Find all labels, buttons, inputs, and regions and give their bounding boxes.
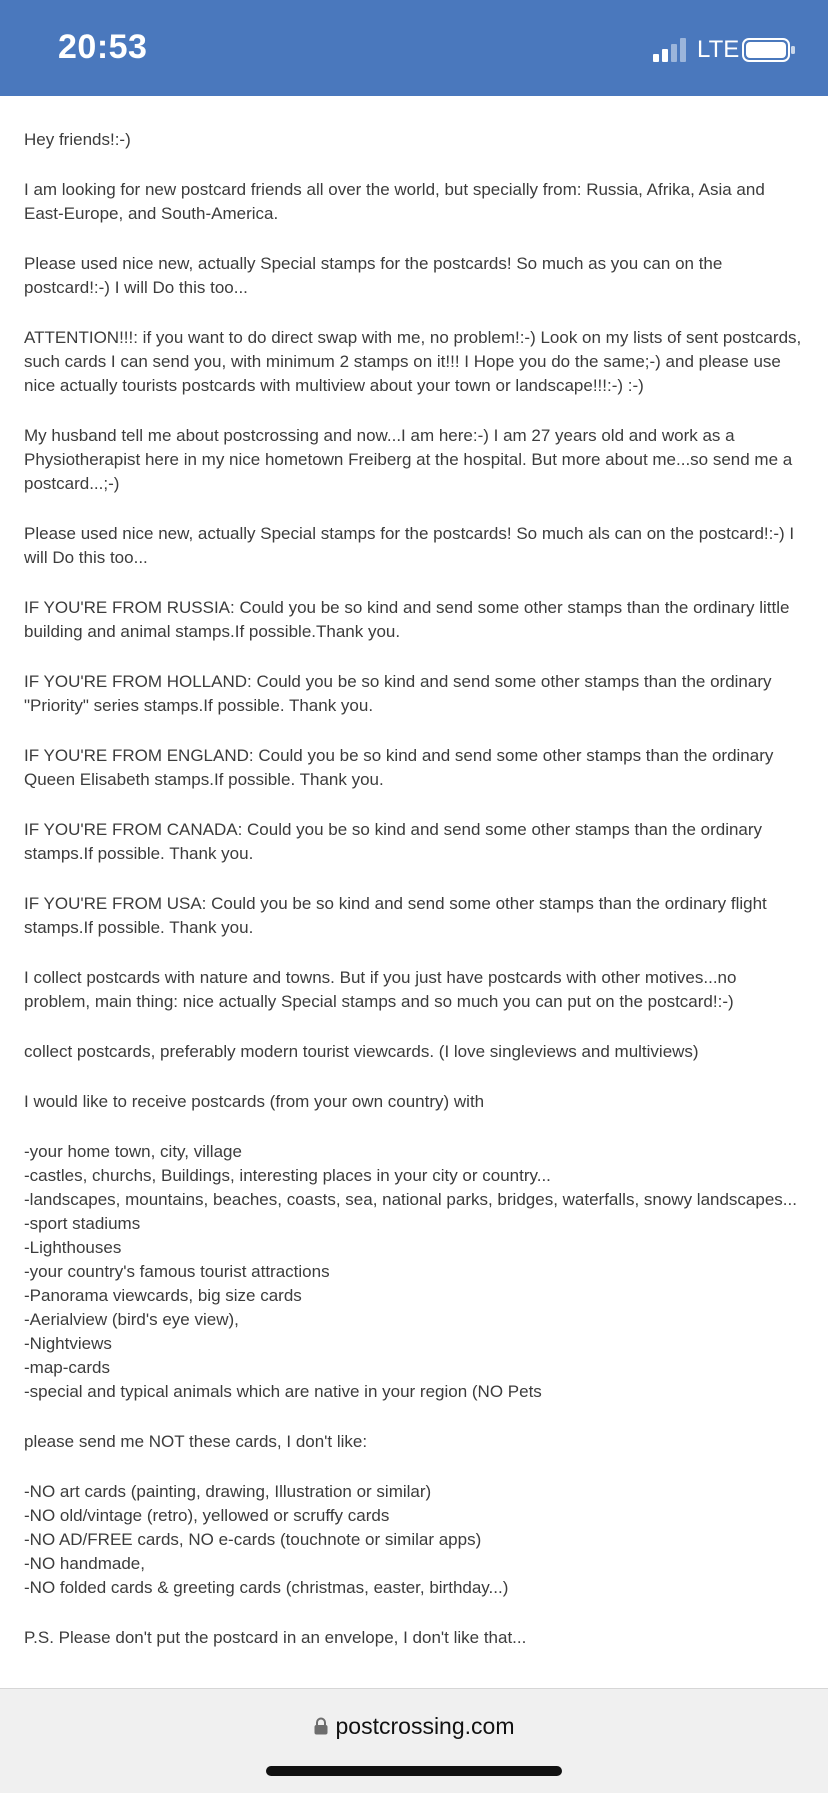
url-text[interactable]: postcrossing.com — [335, 1713, 515, 1739]
paragraph-line: ATTENTION!!!: if you want to do direct swap with me, no problem!:-) Look on my lists of sent postcards, such cards I can send you, with minimum 2 stamps on it!!! I Hope you do the same;-) and please use nice actually tourists postcards with multiview about your town or landscape!!!:-) :-) — [24, 328, 802, 395]
paragraph — [24, 670, 804, 718]
paragraph-line: I collect postcards with nature and towns. But if you just have postcards with other motives...no problem, main thing: nice actually Special stamps and so much you can put on the postcard!:-) — [24, 968, 737, 1011]
paragraph-line: P.S. Please don't put the postcard in an envelope, I don't like that... — [24, 1628, 527, 1647]
paragraph-line: -sport stadiums — [24, 1214, 141, 1233]
paragraph — [24, 424, 804, 496]
paragraph — [24, 744, 804, 792]
paragraph-line: -NO old/vintage (retro), yellowed or scruffy cards — [24, 1506, 390, 1525]
paragraph — [24, 1626, 804, 1650]
paragraph-line: IF YOU'RE FROM USA: Could you be so kind and send some other stamps than the ordinary flight stamps.If possible. Thank you. — [24, 894, 767, 937]
status-time: 20:53 — [58, 28, 148, 66]
paragraph — [24, 178, 804, 226]
paragraph — [24, 522, 804, 570]
signal-icon — [653, 38, 689, 62]
paragraph-line: please send me NOT these cards, I don't like: — [24, 1432, 368, 1451]
profile-description — [24, 128, 804, 1676]
paragraph — [24, 892, 804, 940]
paragraph-line: IF YOU'RE FROM CANADA: Could you be so kind and send some other stamps than the ordinary stamps.If possible. Thank you. — [24, 820, 763, 863]
paragraph — [24, 1090, 804, 1114]
paragraph — [24, 1430, 804, 1454]
lock-icon — [314, 1717, 328, 1735]
paragraph — [24, 326, 804, 398]
paragraph — [24, 252, 804, 300]
paragraph-line: -NO art cards (painting, drawing, Illustration or similar) — [24, 1482, 432, 1501]
paragraph — [24, 596, 804, 644]
paragraph-line: IF YOU'RE FROM RUSSIA: Could you be so kind and send some other stamps than the ordinary little building and animal stamps.If possible.Thank you. — [24, 598, 790, 641]
paragraph-line: collect postcards, preferably modern tourist viewcards. (I love singleviews and multiviews) — [24, 1042, 699, 1061]
battery-icon — [742, 38, 796, 62]
paragraph-line: -NO AD/FREE cards, NO e-cards (touchnote or similar apps) — [24, 1530, 482, 1549]
paragraph-line: -map-cards — [24, 1358, 110, 1377]
paragraph-line: I am looking for new postcard friends all over the world, but specially from: Russia, Afrika, Asia and East-Europe, and South-America. — [24, 180, 765, 223]
paragraph-line: Please used nice new, actually Special stamps for the postcards! So much als can on the postcard!:-) I will Do this too... — [24, 524, 795, 567]
home-indicator[interactable] — [266, 1766, 562, 1776]
paragraph — [24, 128, 804, 152]
paragraph-line: -NO handmade, — [24, 1554, 145, 1573]
paragraph-line: -castles, churchs, Buildings, interesting places in your city or country... — [24, 1166, 551, 1185]
address-bar[interactable] — [0, 1688, 828, 1793]
paragraph-line: -special and typical animals which are native in your region (NO Pets — [24, 1382, 542, 1401]
paragraph — [24, 966, 804, 1014]
paragraph — [24, 818, 804, 866]
paragraph — [24, 1040, 804, 1064]
status-bar — [0, 0, 828, 96]
paragraph — [24, 1480, 804, 1600]
network-label: LTE — [697, 36, 740, 63]
paragraph-line: -your home town, city, village — [24, 1142, 242, 1161]
paragraph-line: -Nightviews — [24, 1334, 112, 1353]
paragraph-line: Please used nice new, actually Special stamps for the postcards! So much as you can on the postcard!:-) I will Do this too... — [24, 254, 723, 297]
paragraph-line: My husband tell me about postcrossing and now...I am here:-) I am 27 years old and work as a Physiotherapist here in my nice hometown Freiberg at the hospital. But more about me...so send me a postcard...;-) — [24, 426, 793, 493]
url-display[interactable] — [0, 1713, 828, 1740]
paragraph-line: IF YOU'RE FROM ENGLAND: Could you be so kind and send some other stamps than the ordinary Queen Elisabeth stamps.If possible. Thank you. — [24, 746, 774, 789]
paragraph-line: Hey friends!:-) — [24, 130, 131, 149]
paragraph-line: -NO folded cards & greeting cards (christmas, easter, birthday...) — [24, 1578, 509, 1597]
paragraph-line: IF YOU'RE FROM HOLLAND: Could you be so kind and send some other stamps than the ordinary "Priority" series stamps.If possible. Thank you. — [24, 672, 772, 715]
paragraph-line: -Lighthouses — [24, 1238, 122, 1257]
paragraph-line: -your country's famous tourist attractions — [24, 1262, 330, 1281]
paragraph — [24, 1140, 804, 1404]
paragraph-line: -Aerialview (bird's eye view), — [24, 1310, 239, 1329]
paragraph-line: I would like to receive postcards (from your own country) with — [24, 1092, 485, 1111]
paragraph-line: -Panorama viewcards, big size cards — [24, 1286, 302, 1305]
paragraph-line: -landscapes, mountains, beaches, coasts, sea, national parks, bridges, waterfalls, snowy landscapes... — [24, 1190, 797, 1209]
